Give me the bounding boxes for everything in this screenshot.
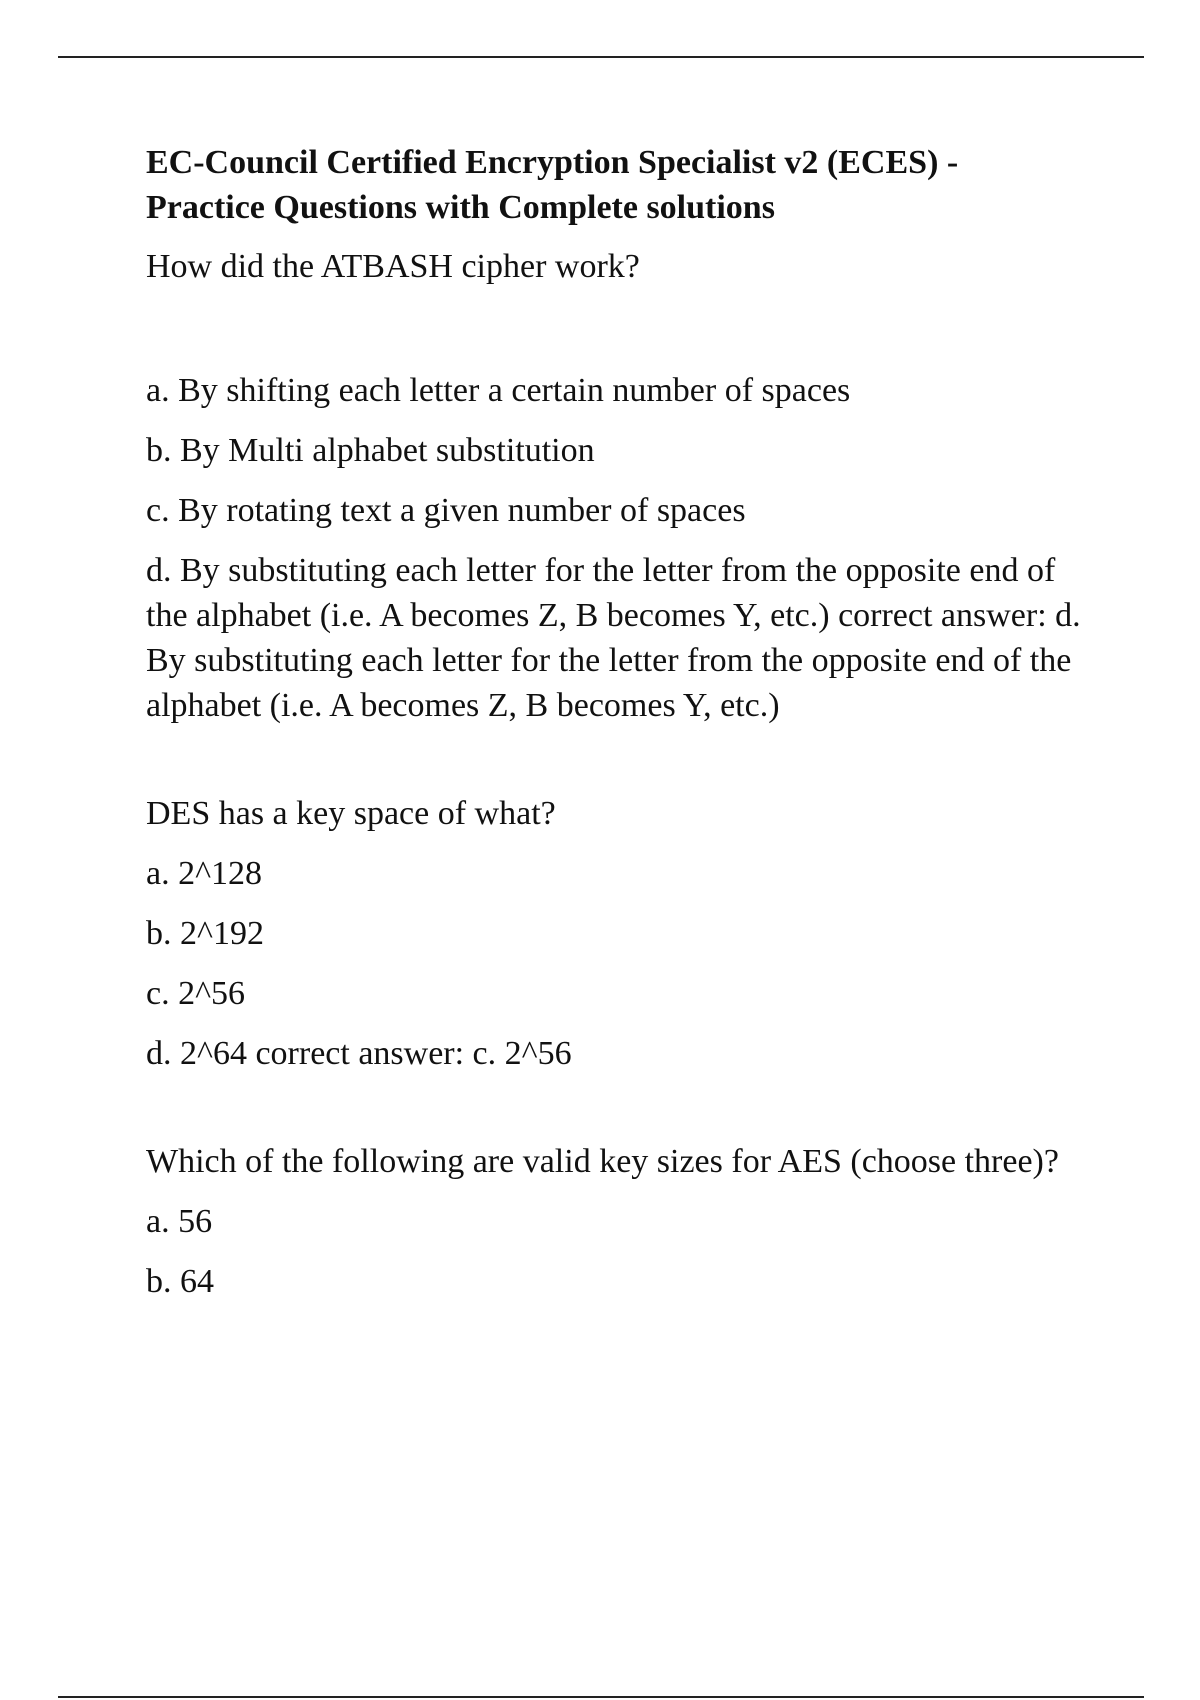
bottom-divider	[58, 1696, 1144, 1698]
document-title	[146, 140, 1086, 230]
question-1	[146, 244, 1086, 728]
option-d-with-answer: d. By substituting each letter for the letter from the opposite end of the alphabet (i.e. A becomes Z, B becomes Y, etc.) correct answer: d. By substituting each letter for the letter from the opposite end of the alphabet (i.e. A becomes Z, B becomes Y, etc.)	[146, 552, 1081, 724]
title-line-2: Practice Questions with Complete solutions	[146, 189, 775, 226]
option-b: b. 64	[146, 1263, 214, 1300]
question-text: How did the ATBASH cipher work?	[146, 248, 640, 285]
option-a: a. 56	[146, 1203, 213, 1240]
question-2	[146, 791, 1086, 1076]
question-text: Which of the following are valid key sizes for AES (choose three)?	[146, 1143, 1059, 1180]
option-b: b. 2^192	[146, 915, 264, 952]
option-d-with-answer: d. 2^64 correct answer: c. 2^56	[146, 1035, 572, 1072]
option-c: c. 2^56	[146, 975, 246, 1012]
question-text: DES has a key space of what?	[146, 795, 556, 832]
answer-options	[146, 851, 1086, 1076]
option-a: a. 2^128	[146, 855, 263, 892]
option-c: c. By rotating text a given number of spaces	[146, 492, 746, 529]
document-body	[146, 140, 1086, 1319]
question-3	[146, 1139, 1086, 1304]
answer-options	[146, 368, 1086, 728]
top-divider	[58, 56, 1144, 58]
title-line-1: EC-Council Certified Encryption Specialist v2 (ECES) -	[146, 144, 959, 181]
option-a: a. By shifting each letter a certain number of spaces	[146, 372, 851, 409]
answer-options	[146, 1199, 1086, 1304]
option-b: b. By Multi alphabet substitution	[146, 432, 595, 469]
